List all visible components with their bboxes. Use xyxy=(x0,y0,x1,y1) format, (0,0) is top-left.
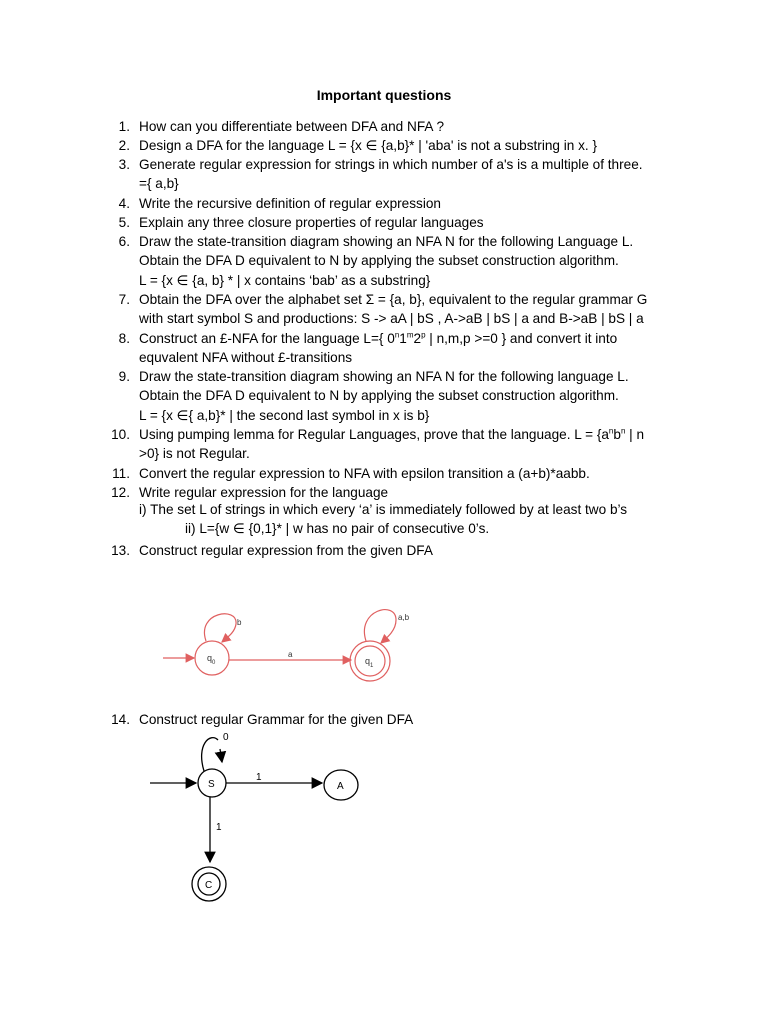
loop-s-label: 0 xyxy=(223,732,229,743)
subquestion-i: i) The set L of strings in which every ‘a’ is immediately followed by at least two b’s xyxy=(139,502,628,517)
question-text: Generate regular expression for strings in which number of a's is a multiple of three. xyxy=(139,157,643,172)
question-text: ={ a,b} xyxy=(139,176,179,192)
question-11 xyxy=(112,464,679,483)
question-text: How can you differentiate between DFA and NFA ? xyxy=(139,119,445,134)
question-13 xyxy=(111,541,679,560)
question-number: 8. xyxy=(118,331,130,346)
question-text: Obtain the DFA D equivalent to N by applying the subset construction algorithm. xyxy=(139,388,619,404)
question-9 xyxy=(118,367,679,425)
state-c-label: C xyxy=(205,880,213,891)
question-12 xyxy=(111,483,679,502)
question-3 xyxy=(118,155,679,194)
question-text: Obtain the DFA D equivalent to N by applying the subset construction algorithm. xyxy=(139,253,619,269)
question-text: L = {x ∈{ a,b}* | the second last symbol in x is b} xyxy=(139,407,430,423)
question-text: Explain any three closure properties of regular languages xyxy=(139,215,484,230)
question-text: L = {x ∈ {a, b} * | x contains ‘bab’ as a substring} xyxy=(139,272,431,288)
state-q0 xyxy=(195,641,229,675)
loop-q1-label: a,b xyxy=(398,613,410,622)
question-text: Write the recursive definition of regular expression xyxy=(139,196,441,211)
state-c-inner xyxy=(198,873,220,895)
state-a-label: A xyxy=(337,781,344,792)
question-number: 1. xyxy=(118,119,130,134)
question-number: 12. xyxy=(111,485,130,500)
state-q1 xyxy=(350,641,390,681)
question-14 xyxy=(111,710,679,729)
question-number: 4. xyxy=(118,196,130,211)
loop-q0 xyxy=(204,614,236,642)
question-text: Construct regular Grammar for the given DFA xyxy=(139,712,414,727)
subquestion-ii: ii) L={w ∈ {0,1}* | w has no pair of consecutive 0’s. xyxy=(185,521,490,536)
question-text: Obtain the DFA over the alphabet set Σ = {a, b}, equivalent to the regular grammar G xyxy=(139,292,648,307)
question-8 xyxy=(118,329,679,368)
question-number: 13. xyxy=(111,543,130,558)
question-number: 9. xyxy=(118,369,130,384)
question-text: Draw the state-transition diagram showing an NFA N for the following language L. xyxy=(139,369,629,384)
edge-q0-q1-label: a xyxy=(288,650,293,659)
question-5 xyxy=(118,213,679,232)
question-4 xyxy=(118,194,679,213)
state-s-label: S xyxy=(208,779,215,790)
question-text: equvalent NFA without £-transitions xyxy=(139,350,353,366)
loop-q0-label: b xyxy=(237,618,242,627)
state-q1-inner xyxy=(355,646,385,676)
loop-s xyxy=(202,738,218,771)
edge-s-c-label: 1 xyxy=(216,822,222,833)
edge-s-a-label: 1 xyxy=(256,772,262,783)
question-number: 14. xyxy=(111,712,130,727)
question-number: 5. xyxy=(118,215,130,230)
question-number: 7. xyxy=(118,292,130,307)
question-number: 3. xyxy=(118,157,130,172)
question-2 xyxy=(118,136,679,155)
question-text: with start symbol S and productions: S -> aA | bS , A->aB | bS | a and B->aB | bS | a xyxy=(139,311,644,327)
loop-q1 xyxy=(364,610,396,643)
page-title: Important questions xyxy=(316,87,452,103)
question-text: Construct regular expression from the given DFA xyxy=(139,543,433,558)
question-text: Write regular expression for the language xyxy=(139,485,389,500)
question-6 xyxy=(118,232,679,290)
state-q1-label: $q_1$ xyxy=(365,656,374,669)
state-s xyxy=(198,769,226,797)
question-text: Draw the state-transition diagram showing an NFA N for the following Language L. xyxy=(139,234,634,249)
question-number: 2. xyxy=(118,138,130,153)
question-text: Convert the regular expression to NFA with epsilon transition a (a+b)*aabb. xyxy=(139,466,590,481)
question-1 xyxy=(118,117,679,136)
state-c xyxy=(192,867,226,901)
question-7 xyxy=(118,290,679,329)
loop-s-arrow xyxy=(220,749,222,762)
question-text: Construct an £-NFA for the language L={ 0$^n$1$^m$2$^p$ | n,m,p >=0 } and convert it into xyxy=(139,330,618,346)
state-a xyxy=(324,770,358,800)
question-number: 10. xyxy=(111,427,130,442)
state-q0-label: $q_0$ xyxy=(207,653,216,666)
question-number: 11. xyxy=(112,466,130,481)
question-text: Using pumping lemma for Regular Languages, prove that the language. $L = \{a^nb^n$ | n xyxy=(139,426,645,442)
question-text: Design a DFA for the language L = {x ∈ {a,b}* | 'aba' is not a substring in x. } xyxy=(139,138,597,153)
question-text: >0} is not Regular. xyxy=(139,446,250,462)
question-10 xyxy=(111,425,679,464)
question-number: 6. xyxy=(118,234,130,249)
